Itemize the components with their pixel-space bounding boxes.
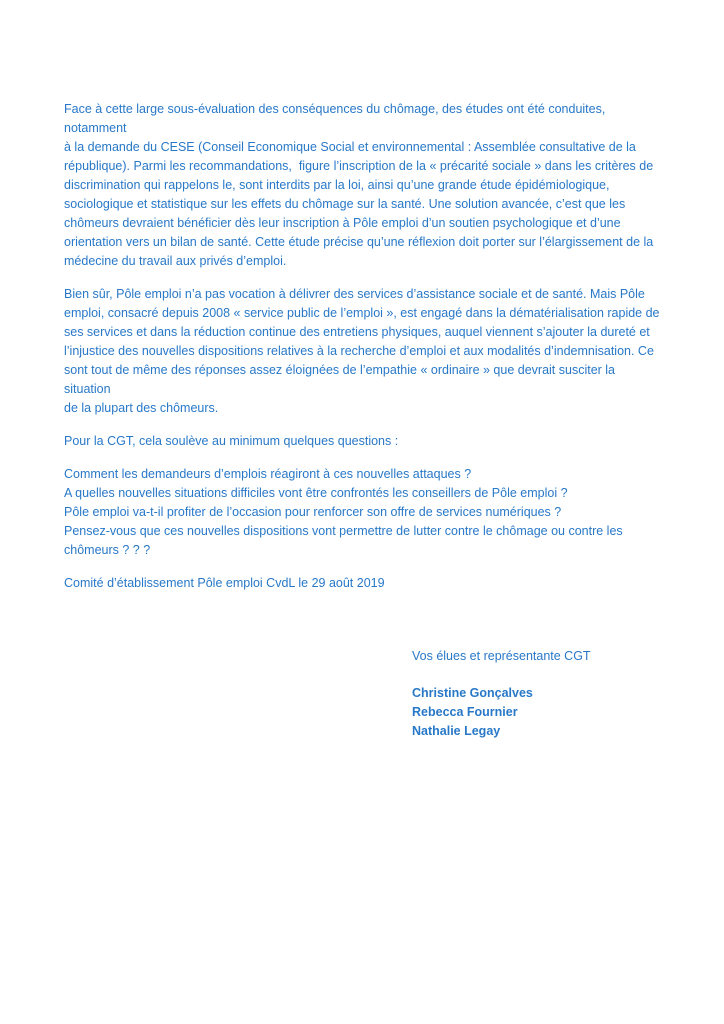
- paragraph-comite-date: [64, 574, 664, 593]
- text-line: chômeurs devraient bénéficier dès leur inscription à Pôle emploi d’un soutien psychologique et d’une: [64, 216, 621, 230]
- text-line: sont tout de même des réponses assez éloignées de l’empathie « ordinaire » que devrait susciter la situation: [64, 363, 619, 396]
- paragraph-cgt-questions-lead: [64, 432, 664, 451]
- signature-block: [412, 647, 664, 741]
- text-line: république). Parmi les recommandations, figure l’inscription de la « précarité sociale » dans les critères de: [64, 159, 654, 173]
- paragraph-intro-cese: [64, 100, 664, 271]
- text-line: Pensez-vous que ces nouvelles dispositions vont permettre de lutter contre le chômage ou contre les: [64, 524, 623, 538]
- text-line: ses services et dans la réduction continue des entretiens physiques, auquel viennent s’ajouter la dureté et: [64, 325, 650, 339]
- text-line: Face à cette large sous-évaluation des conséquences du chômage, des études ont été conduites, notamment: [64, 102, 609, 135]
- text-line: Comité d’établissement Pôle emploi CvdL le 29 août 2019: [64, 576, 385, 590]
- text-line: Pour la CGT, cela soulève au minimum quelques questions :: [64, 434, 399, 448]
- text-line: A quelles nouvelles situations difficiles vont être confrontés les conseillers de Pôle emploi ?: [64, 486, 568, 500]
- text-line: Nathalie Legay: [412, 724, 501, 738]
- signature-names: [412, 684, 664, 741]
- text-line: Bien sûr, Pôle emploi n’a pas vocation à délivrer des services d’assistance sociale et de santé. Mais Pôle: [64, 287, 645, 301]
- text-line: Rebecca Fournier: [412, 705, 518, 719]
- text-line: chômeurs ? ? ?: [64, 543, 151, 557]
- text-line: Comment les demandeurs d’emplois réagiront à ces nouvelles attaques ?: [64, 467, 472, 481]
- text-line: Christine Gonçalves: [412, 686, 533, 700]
- paragraph-pole-emploi-vocation: [64, 285, 664, 418]
- document-body: [64, 100, 664, 741]
- text-line: à la demande du CESE (Conseil Economique Social et environnemental : Assemblée consultative de la: [64, 140, 636, 154]
- paragraph-questions-list: [64, 465, 664, 560]
- text-line: l’injustice des nouvelles dispositions relatives à la recherche d’emploi et aux modalités d’indemnisation. Ce: [64, 344, 654, 358]
- text-line: de la plupart des chômeurs.: [64, 401, 219, 415]
- text-line: emploi, consacré depuis 2008 « service public de l’emploi », est engagé dans la dématérialisation rapide de: [64, 306, 660, 320]
- text-line: sociologique et statistique sur les effets du chômage sur la santé. Une solution avancée, c’est que les: [64, 197, 626, 211]
- text-line: discrimination qui rappelons le, sont interdits par la loi, ainsi qu’une grande étude épidémiologique,: [64, 178, 610, 192]
- text-line: orientation vers un bilan de santé. Cette étude précise qu’une réflexion doit porter sur l’élargissement de la: [64, 235, 654, 249]
- text-line: Pôle emploi va-t-il profiter de l’occasion pour renforcer son offre de services numériques ?: [64, 505, 562, 519]
- text-line: médecine du travail aux privés d’emploi.: [64, 254, 287, 268]
- signature-intro: Vos élues et représentante CGT: [412, 649, 591, 663]
